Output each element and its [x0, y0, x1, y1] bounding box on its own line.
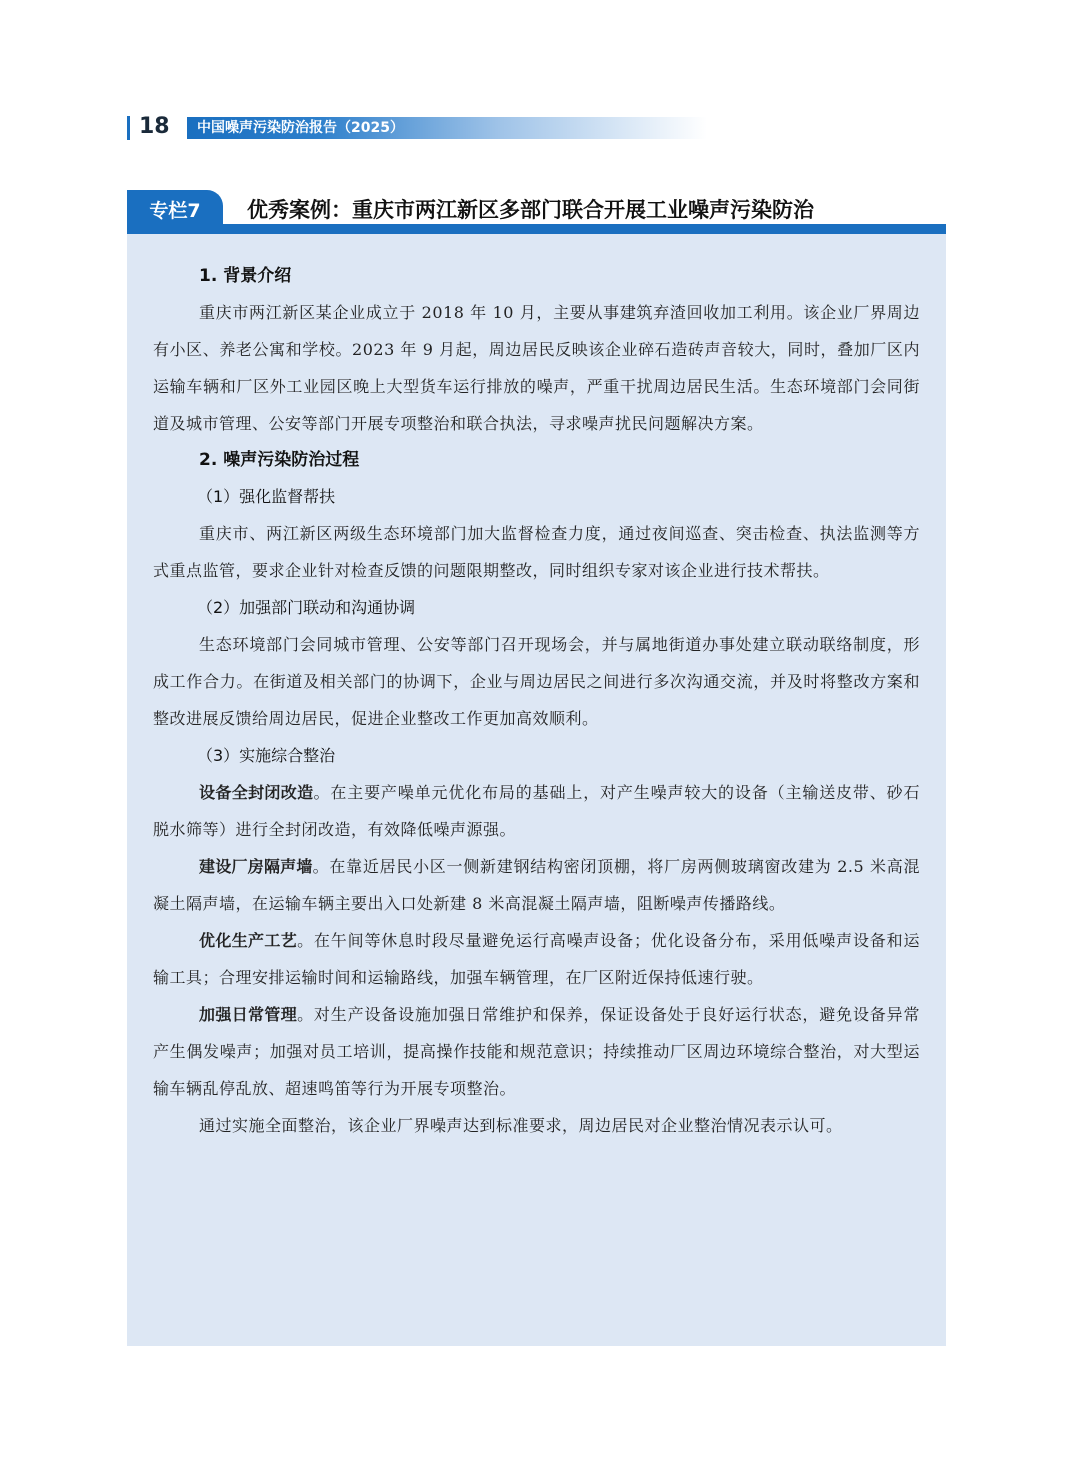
measure-management [153, 996, 920, 1107]
subheading-remediation: （3）实施综合整治 [197, 746, 336, 765]
subheading-supervision: （1）强化监督帮扶 [197, 487, 336, 506]
measure-process-text: 。在午间等休息时段尽量避免运行高噪声设备；优化设备分布，采用低噪声设备和运输工具；合理安排运输时间和运输路线，加强车辆管理，在厂区附近保持低速行驶。 [153, 931, 920, 987]
column-header-rule [127, 224, 946, 234]
book-title: 中国噪声污染防治报告（2025） [197, 120, 404, 136]
page-header [127, 116, 727, 140]
header-accent-bar [127, 116, 130, 140]
measure-process-lead: 优化生产工艺 [199, 931, 298, 950]
coordination-paragraph: 生态环境部门会同城市管理、公安等部门召开现场会，并与属地街道办事处建立联动联络制度，形成工作合力。在街道及相关部门的协调下，企业与周边居民之间进行多次沟通交流，并及时将整改方案和整改进展反馈给周边居民，促进企业整改工作更加高效顺利。 [153, 635, 920, 728]
column-header [127, 190, 946, 234]
section-heading-background: 1. 背景介绍 [199, 266, 292, 286]
measure-enclosure-text: 。在主要产噪单元优化布局的基础上，对产生噪声较大的设备（主输送皮带、砂石脱水筛等）进行全封闭改造，有效降低噪声源强。 [153, 783, 920, 839]
measure-process [153, 922, 920, 996]
measure-enclosure-lead: 设备全封闭改造 [199, 783, 314, 802]
measure-sound-wall-lead: 建设厂房隔声墙 [199, 857, 313, 876]
background-paragraph: 重庆市两江新区某企业成立于 2018 年 10 月，主要从事建筑弃渣回收加工利用。该企业厂界周边有小区、养老公寓和学校。2023 年 9 月起，周边居民反映该企业碎石造砖声音较大，同时，叠加厂区内运输车辆和厂区外工业园区晚上大型货车运行排放的噪声，严重干扰周边居民生活。生态环境部门会同街道及城市管理、公安等部门开展专项整治和联合执法，寻求噪声扰民问题解决方案。 [153, 303, 920, 433]
page-number: 18 [139, 114, 170, 139]
column-tag: 专栏7 [127, 190, 223, 234]
measure-sound-wall-text: 。在靠近居民小区一侧新建钢结构密闭顶棚，将厂房两侧玻璃窗改建为 2.5 米高混凝土隔声墙，在运输车辆主要出入口处新建 8 米高混凝土隔声墙，阻断噪声传播路线。 [153, 857, 920, 913]
column-title: 优秀案例：重庆市两江新区多部门联合开展工业噪声污染防治 [247, 198, 814, 222]
column-content [153, 258, 920, 1144]
section-heading-process: 2. 噪声污染防治过程 [199, 450, 360, 470]
subheading-coordination: （2）加强部门联动和沟通协调 [197, 598, 416, 617]
measure-enclosure [153, 774, 920, 848]
closing-paragraph: 通过实施全面整治，该企业厂界噪声达到标准要求，周边居民对企业整治情况表示认可。 [199, 1116, 843, 1135]
measure-management-lead: 加强日常管理 [199, 1005, 298, 1024]
header-band [187, 117, 707, 139]
measure-management-text: 。对生产设备设施加强日常维护和保养，保证设备处于良好运行状态，避免设备异常产生偶发噪声；加强对员工培训，提高操作技能和规范意识；持续推动厂区周边环境综合整治，对大型运输车辆乱停乱放、超速鸣笛等行为开展专项整治。 [153, 1005, 920, 1098]
measure-sound-wall [153, 848, 920, 922]
supervision-paragraph: 重庆市、两江新区两级生态环境部门加大监督检查力度，通过夜间巡查、突击检查、执法监测等方式重点监管，要求企业针对检查反馈的问题限期整改，同时组织专家对该企业进行技术帮扶。 [153, 524, 920, 580]
